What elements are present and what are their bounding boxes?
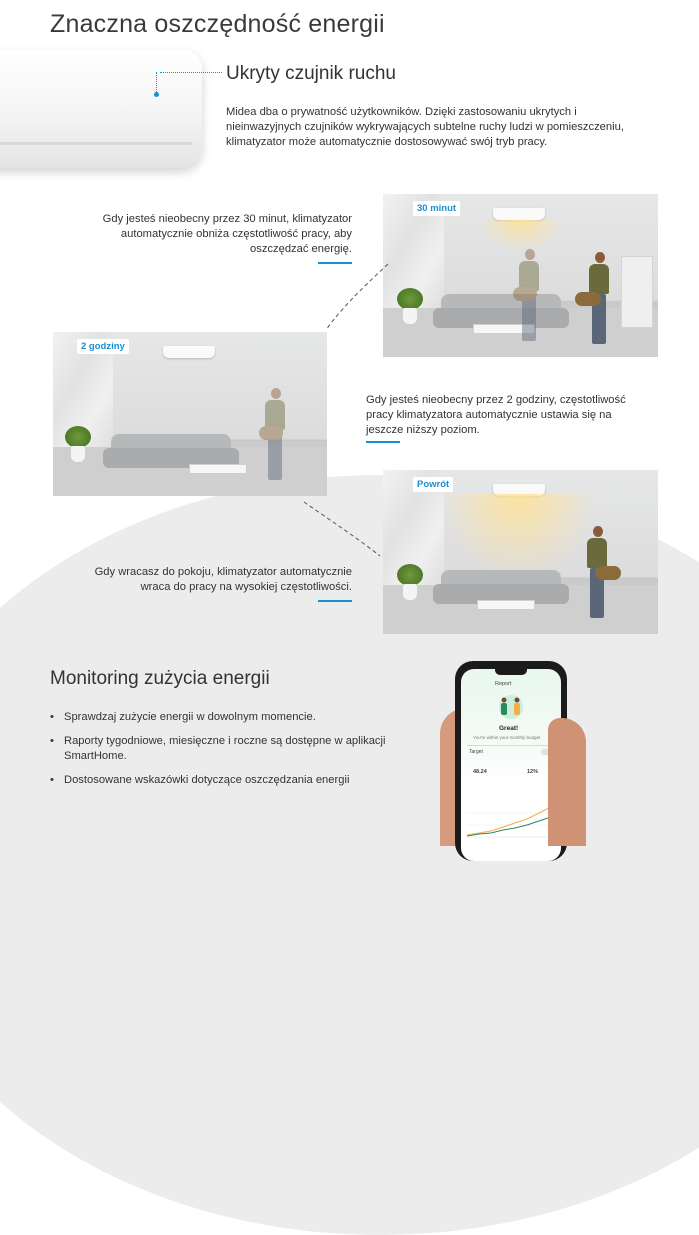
motion-sensor-description: Midea dba o prywatność użytkowników. Dzięki zastosowaniu ukrytych i nieinwazyjnych czujników wykrywających subtelne ruchy ludzi w pomieszczeniu, klimatyzator może automatycznie dostosowywać swój tryb pracy. <box>226 106 624 148</box>
air-conditioner-illustration <box>0 50 202 168</box>
airflow-glow-strong <box>443 494 593 574</box>
sensor-pointer-line-vertical <box>156 72 157 94</box>
screen-value-right: 12% <box>527 769 539 775</box>
scenario-30min-text: Gdy jesteś nieobecny przez 30 minut, klimatyzator automatycznie obniża częstotliwość pracy, aby oszczędzać energię. <box>102 213 352 255</box>
page-title: Znaczna oszczędność energii <box>50 10 385 38</box>
plant <box>65 426 91 448</box>
screen-headline: Great! <box>499 725 519 732</box>
phone-screen <box>461 669 561 861</box>
connector-line-1 <box>326 264 388 330</box>
door <box>621 256 653 328</box>
room-ac-unit <box>493 208 545 220</box>
screen-subline: You're within your monthly budget <box>473 735 541 740</box>
scenario-2h-photo <box>53 332 327 496</box>
monitoring-heading: Monitoring zużycia energii <box>50 668 270 689</box>
connector-line-2 <box>304 502 380 556</box>
screen-title: Report <box>495 681 512 687</box>
celebrating-people-icon <box>489 693 533 723</box>
monitoring-bullet-list <box>50 710 390 797</box>
screen-usage-chart <box>467 789 555 839</box>
plant <box>397 564 423 586</box>
scenario-2h-underline <box>366 441 400 443</box>
coffee-table <box>189 464 247 474</box>
monitoring-bullet: • Dostosowane wskazówki dotyczące oszczędzania energii <box>50 774 350 786</box>
scenario-return-photo <box>383 470 658 634</box>
scenario-return-underline <box>318 600 352 602</box>
sensor-pointer-line <box>160 72 222 73</box>
plant-pot <box>71 446 85 462</box>
scenario-2h-text: Gdy jesteś nieobecny przez 2 godziny, częstotliwość pracy klimatyzatora automatycznie ustawia się na jeszcze niższy poziom. <box>366 394 626 436</box>
monitoring-bullet: • Sprawdzaj zużycie energii w dowolnym momencie. <box>50 711 316 723</box>
monitoring-bullet: • Raporty tygodniowe, miesięczne i roczne są dostępne w aplikacji SmartHome. <box>50 735 386 762</box>
motion-sensor-heading: Ukryty czujnik ruchu <box>226 63 396 84</box>
bullet-icon: • <box>50 774 54 786</box>
scenario-return-text: Gdy wracasz do pokoju, klimatyzator automatycznie wraca do pracy na wysokiej częstotliwości. <box>94 566 352 593</box>
scenario-30min-photo <box>383 194 658 357</box>
hand-fingers-illustration <box>548 718 586 846</box>
plant-pot <box>403 584 417 600</box>
scenario-2h-tag: 2 godziny <box>77 339 129 354</box>
bullet-icon: • <box>50 735 54 747</box>
scenario-return-tag: Powrót <box>413 477 453 492</box>
screen-value-left: 48.24 <box>473 769 487 775</box>
sensor-dot <box>154 92 159 97</box>
room-ac-unit <box>163 346 215 358</box>
airflow-glow <box>481 220 561 250</box>
scenario-30min-tag: 30 minut <box>413 201 460 216</box>
ac-vent <box>0 142 192 145</box>
screen-target-label: Target <box>469 749 483 755</box>
bullet-icon: • <box>50 711 54 723</box>
phone-notch <box>495 669 527 675</box>
screen-divider <box>467 745 555 746</box>
coffee-table <box>477 600 535 610</box>
